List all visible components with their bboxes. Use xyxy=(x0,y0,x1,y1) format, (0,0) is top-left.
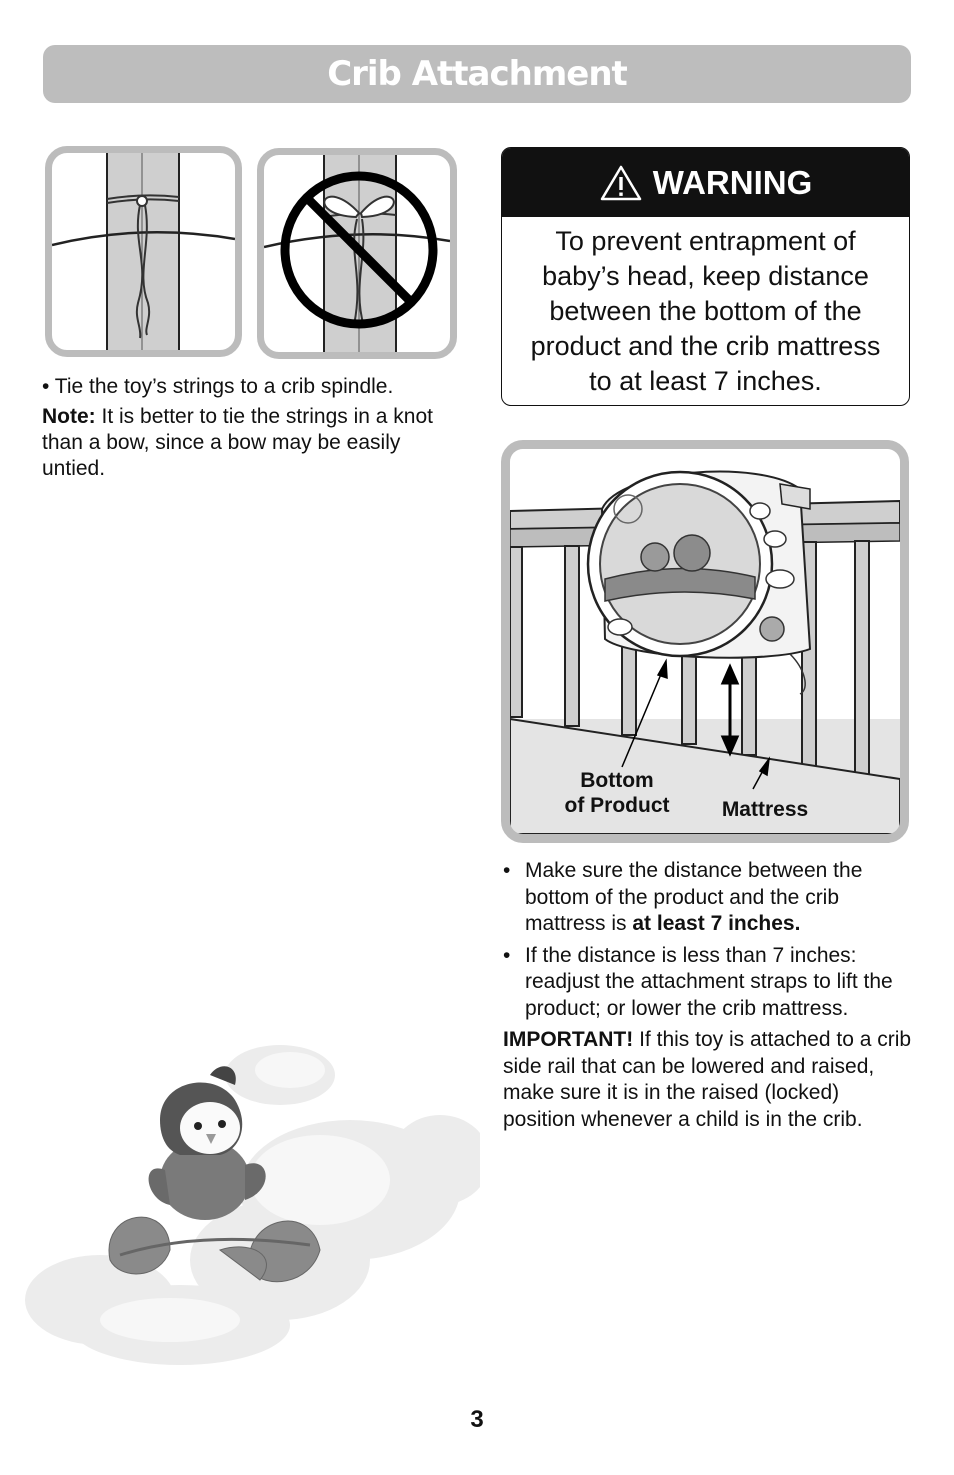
warning-triangle-icon xyxy=(599,164,643,202)
mattress-label: Mattress xyxy=(721,798,809,821)
important-label: IMPORTANT! xyxy=(503,1028,634,1051)
warning-line: To prevent entrapment of xyxy=(555,226,856,256)
bullet-text: Make sure the distance between the bottom of the product and the crib mattress is xyxy=(525,859,863,935)
note-label: Note: xyxy=(42,405,96,428)
crib-distance-diagram xyxy=(501,440,909,843)
bullet-bold: at least 7 inches. xyxy=(632,912,801,935)
warning-box xyxy=(501,147,910,406)
bow-prohibited-illustration xyxy=(257,148,457,359)
warning-line: product and the crib mattress xyxy=(530,331,881,361)
page-title: Crib Attachment xyxy=(327,54,627,94)
label-line: of Product xyxy=(564,794,670,817)
note-text: It is better to tie the strings in a knot than a bow, since a bow may be easily untied. xyxy=(42,405,434,480)
important-text: If this toy is attached to a crib side rail that can be lowered and raised, make sure it is in the raised (locked) position whenever a child is in the crib. xyxy=(503,1028,912,1131)
warning-line: to at least 7 inches. xyxy=(589,366,822,396)
warning-title: WARNING xyxy=(652,163,813,201)
right-instructions xyxy=(503,858,913,1133)
tie-instruction: • Tie the toy’s strings to a crib spindle. xyxy=(42,375,394,398)
warning-text xyxy=(502,217,909,399)
page-number: 3 xyxy=(470,1406,484,1433)
note-paragraph xyxy=(42,404,462,482)
list-item xyxy=(503,858,913,938)
bird-on-cloud-illustration xyxy=(20,1040,480,1370)
label-line: Bottom xyxy=(580,769,654,792)
list-item: • If the distance is less than 7 inches: readjust the attachment straps to lift the product; or lower the crib mattress. xyxy=(503,943,913,1023)
bottom-of-product-label xyxy=(552,768,682,818)
important-paragraph xyxy=(503,1027,913,1133)
warning-header xyxy=(502,148,909,217)
warning-line: between the bottom of the xyxy=(549,296,862,326)
left-instructions xyxy=(42,374,462,482)
header-bar xyxy=(43,45,911,103)
warning-line: baby’s head, keep distance xyxy=(542,261,869,291)
knot-illustration xyxy=(45,146,242,357)
instruction-list xyxy=(503,858,913,1022)
